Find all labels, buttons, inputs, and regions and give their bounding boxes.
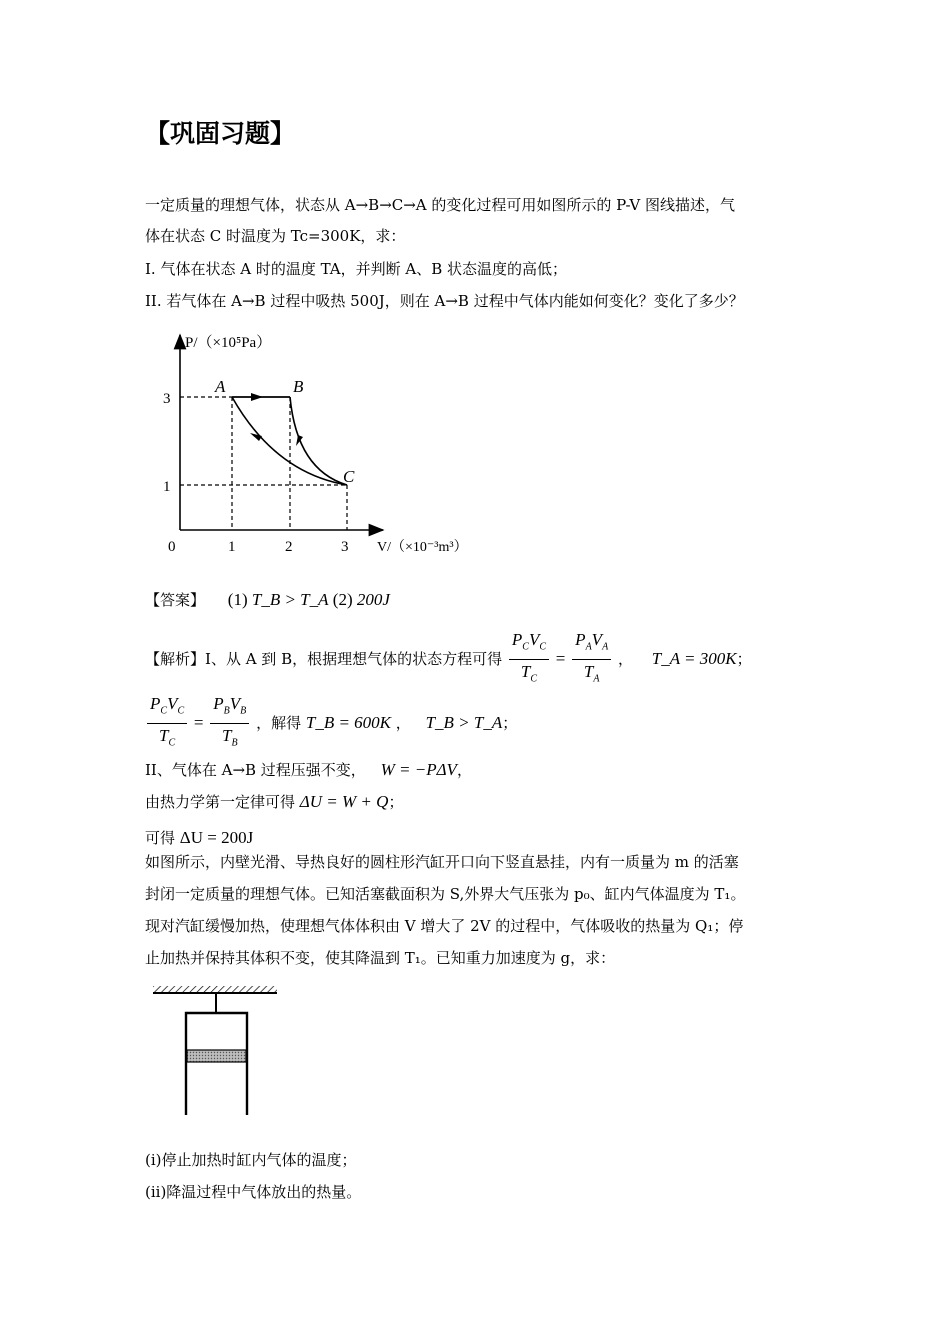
y-axis-label: P/（×10⁵Pa） (185, 335, 272, 351)
problem2-question1: (i)停止加热时缸内气体的温度； (145, 1151, 357, 1169)
fraction-pc-vc-over-tc: $\frac{P_CV_C}{T_C}$ (509, 630, 549, 690)
pv-graph (145, 325, 515, 565)
problem1-question1: I. 气体在状态 A 时的温度 TA，并判断 A、B 状态温度的高低； (145, 260, 568, 278)
problem1-line2: 体在状态 C 时温度为 Tc=300K，求： (145, 227, 406, 245)
work-equation: W = −PΔV (380, 760, 457, 779)
first-law-line: 由热力学第一定律可得 ΔU = W + Q； (145, 792, 404, 811)
origin-label: 0 (168, 539, 176, 555)
y-tick-label: 3 (163, 391, 171, 407)
point-label-b: B (293, 377, 304, 396)
first-law-text: 由热力学第一定律可得 (145, 793, 296, 811)
analysis-line2: $\frac{P_CV_C}{T_C}$ = $\frac{P_BV_B}{T_B}$ ，解得 T_B = 600K ， T_B > T_A； (145, 694, 517, 754)
first-law-equation: ΔU = W + Q (299, 792, 389, 811)
analysis-text1: I、从 A 到 B，根据理想气体的状态方程可得 (205, 649, 503, 668)
analysis-ii-line: II、气体在 A→B 过程压强不变， W = −PΔV， (145, 760, 472, 779)
x-tick-label: 1 (228, 539, 236, 555)
piston (187, 1050, 246, 1062)
tb-value: T_B = 600K (305, 712, 392, 732)
answer-part1-expression: T_B > T_A (251, 590, 329, 609)
point-label-c: C (343, 467, 355, 486)
answer-part1-number: (1) (227, 590, 248, 609)
x-tick-label: 2 (285, 539, 293, 555)
fraction-pa-va-over-ta: $\frac{P_AV_A}{T_A}$ (572, 630, 611, 690)
analysis-text2: ，解得 (256, 713, 302, 732)
section-title: 【巩固习题】 (145, 119, 296, 148)
analysis-line1: 【解析】I、从 A 到 B，根据理想气体的状态方程可得 $\frac{P_CV_C}{T_C}$ = $\frac{P_AV_A}{T_A}$ ， T_A = 300K； (145, 630, 752, 690)
analysis-ii-text: II、气体在 A→B 过程压强不变， (145, 761, 366, 779)
result-line (145, 828, 253, 848)
x-axis-label: V/（×10⁻³m³） (377, 540, 468, 555)
answer-label: 【答案】 (145, 591, 206, 609)
problem2-line2: 封闭一定质量的理想气体。已知活塞截面积为 S,外界大气压张为 p₀、缸内气体温度为 T₁。 (145, 885, 746, 903)
result-equation: ΔU = 200J (179, 828, 254, 847)
analysis-label: 【解析】 (145, 649, 206, 668)
compare-expression: T_B > T_A (425, 712, 503, 732)
arrow-a-b (251, 393, 263, 401)
problem1-question2: II. 若气体在 A→B 过程中吸热 500J，则在 A→B 过程中气体内能如何变化？变化了多少？ (145, 292, 744, 310)
answer-line (145, 590, 390, 610)
ceiling-hatch (153, 986, 277, 993)
problem2-line4: 止加热并保持其体积不变，使其降温到 T₁。已知重力加速度为 g，求： (145, 949, 616, 967)
fraction-pb-vb-over-tb: $\frac{P_BV_B}{T_B}$ (210, 694, 249, 754)
answer-part2-number: (2) (332, 590, 353, 609)
cylinder-body (186, 1013, 247, 1115)
y-tick-label: 1 (163, 479, 171, 495)
answer-part2-value: 200J (356, 590, 390, 609)
ta-value: T_A = 300K (651, 648, 737, 668)
problem1-line1: 一定质量的理想气体，状态从 A→B→C→A 的变化过程可用如图所示的 P-V 图线描述，气 (145, 196, 736, 214)
problem2-line1: 如图所示，内壁光滑、导热良好的圆柱形汽缸开口向下竖直悬挂，内有一质量为 m 的活塞 (145, 853, 739, 871)
point-label-a: A (215, 377, 226, 396)
problem2-question2: (ii)降温过程中气体放出的热量。 (145, 1183, 362, 1201)
result-text: 可得 (145, 829, 176, 847)
arrow-c-a (250, 433, 262, 441)
x-tick-label: 3 (341, 539, 349, 555)
guide-lines (180, 397, 347, 530)
fraction-pc-vc-over-tc: $\frac{P_CV_C}{T_C}$ (147, 694, 187, 754)
cylinder-diagram (150, 982, 280, 1117)
problem2-line3: 现对汽缸缓慢加热，使理想气体体积由 V 增大了 2V 的过程中，气体吸收的热量为 Q₁；停 (145, 917, 744, 935)
